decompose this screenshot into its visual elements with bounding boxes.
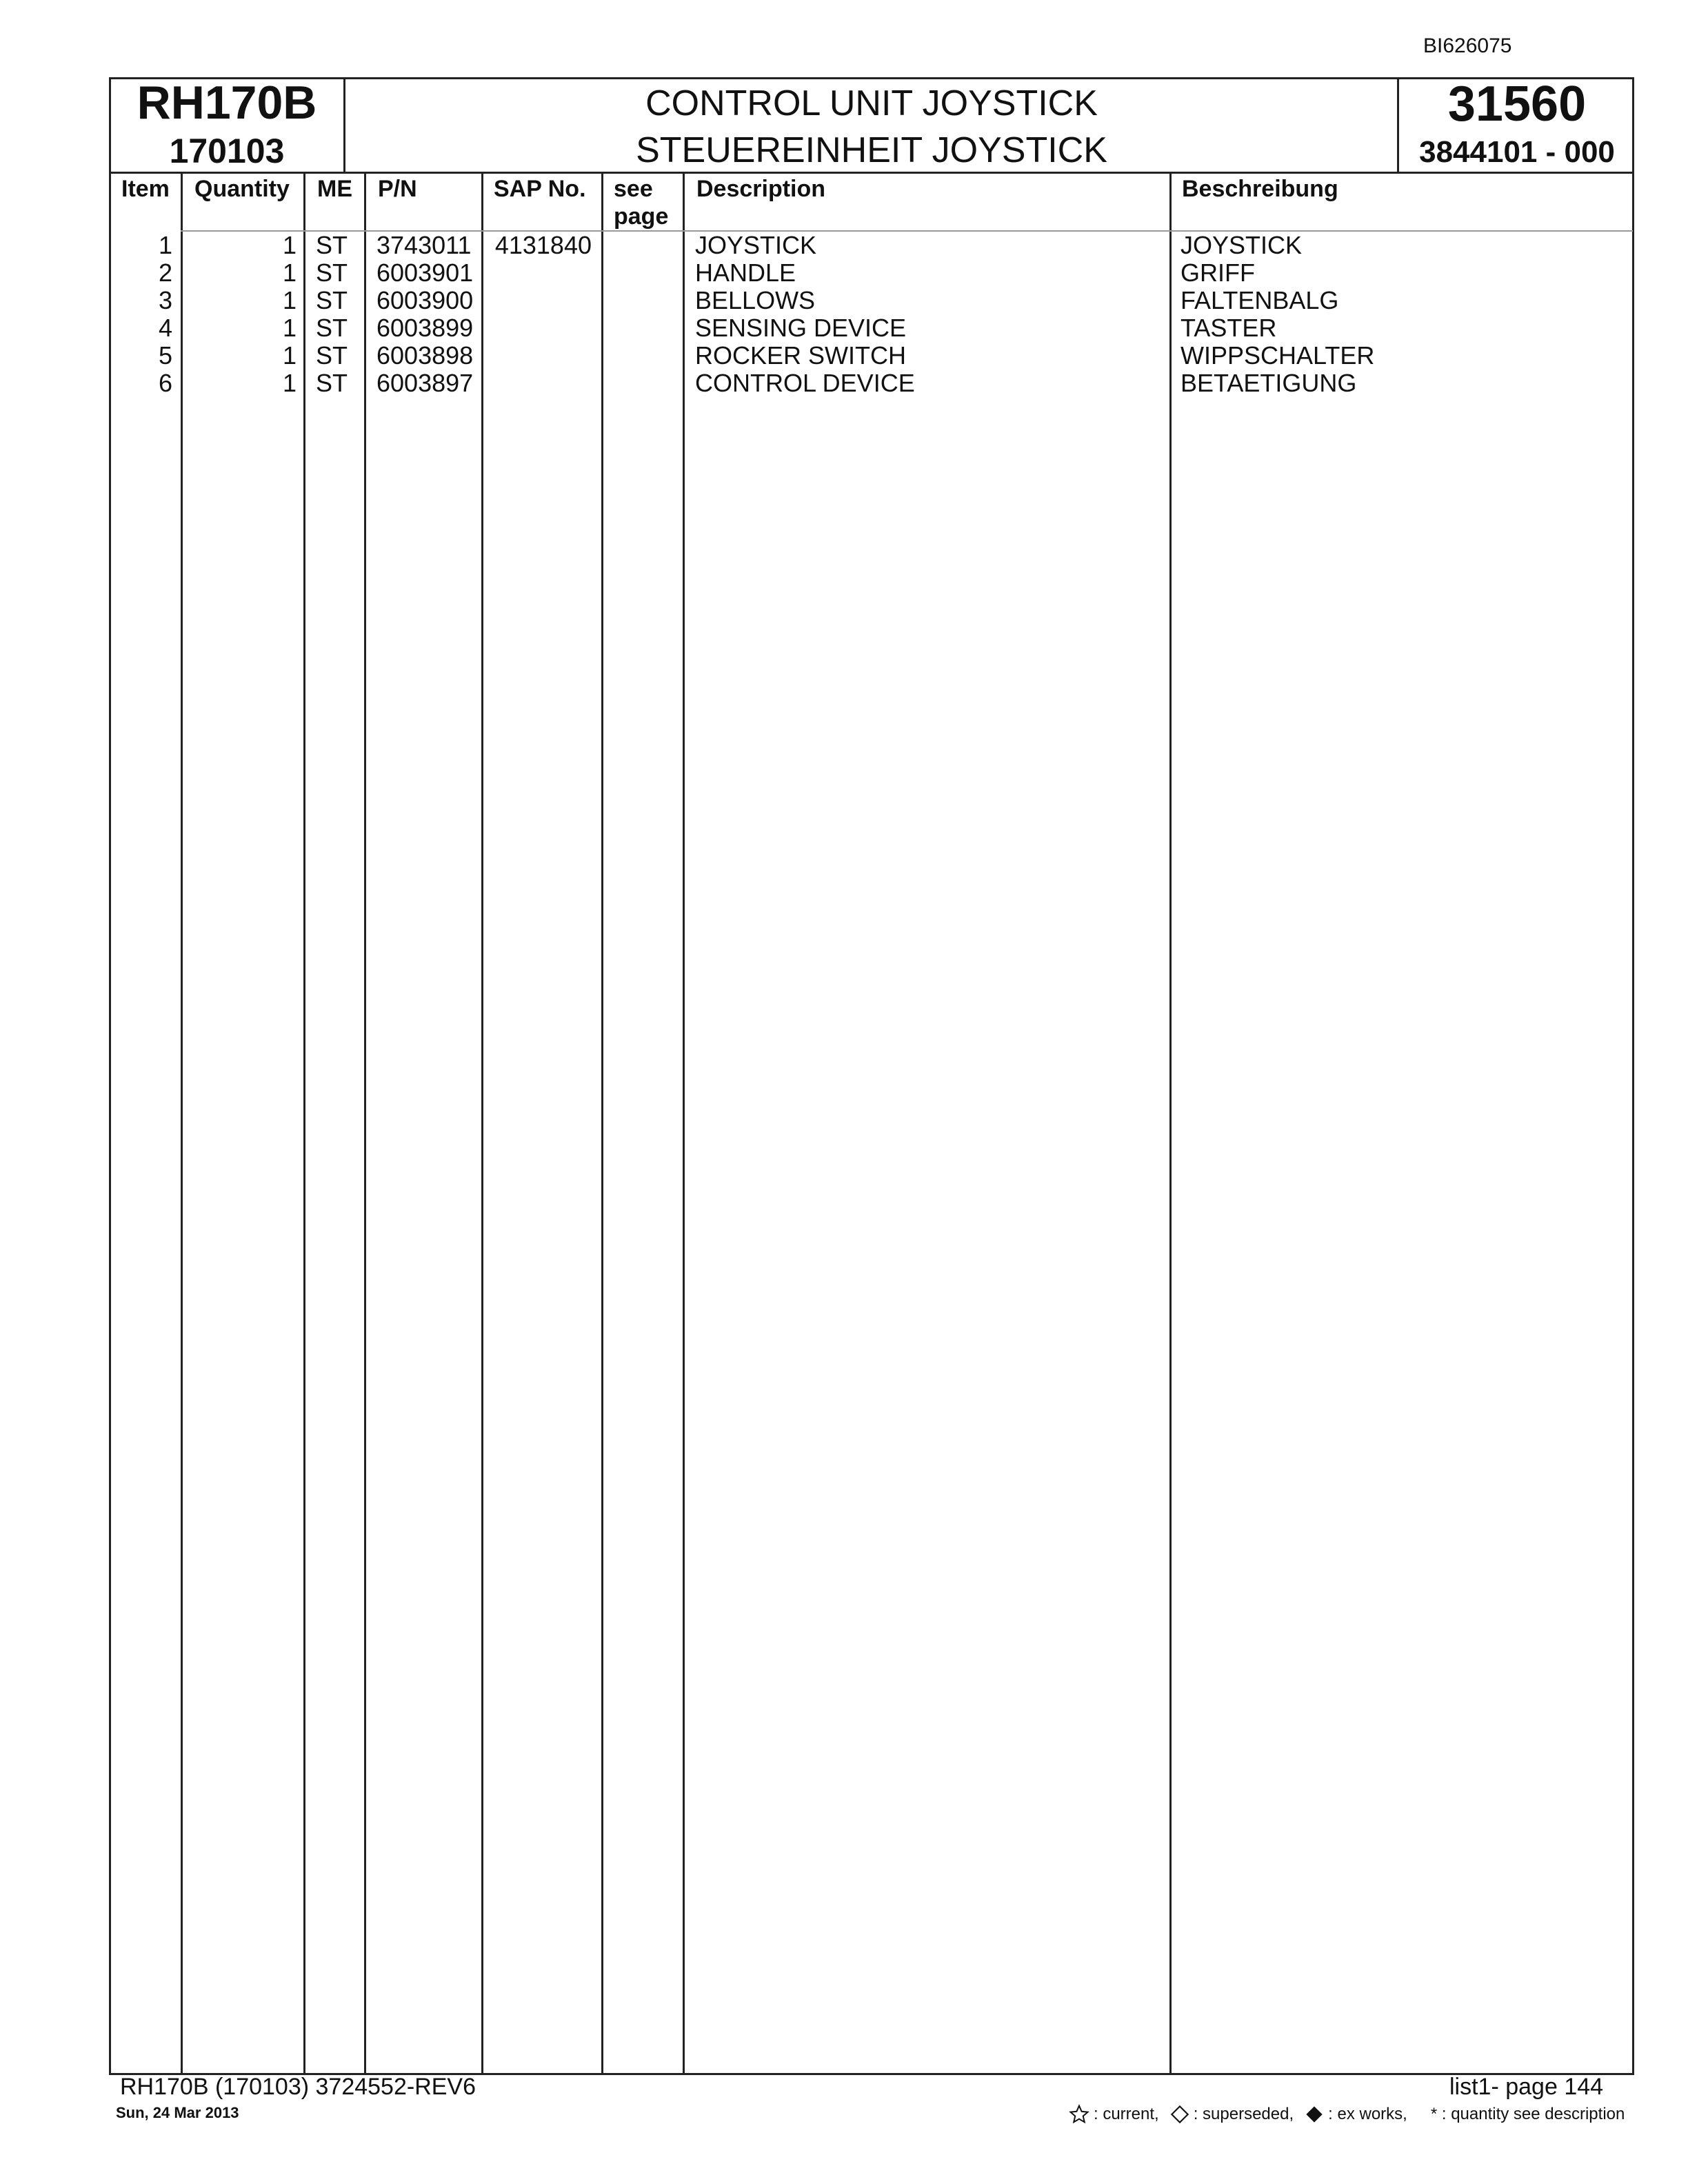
column-header-pn: P/N bbox=[378, 176, 417, 202]
item-cell: 6 bbox=[158, 369, 172, 397]
table-row bbox=[0, 370, 1688, 397]
serial-number: 170103 bbox=[169, 132, 285, 170]
legend bbox=[1069, 2104, 1625, 2125]
column-header-quantity: Quantity bbox=[194, 176, 290, 202]
legend-quantity-label: * : quantity see description bbox=[1430, 2105, 1625, 2123]
group-number: 31560 bbox=[1447, 77, 1587, 132]
title-german: STEUEREINHEIT JOYSTICK bbox=[636, 130, 1107, 170]
me-cell: ST bbox=[316, 314, 348, 342]
column-divider bbox=[683, 174, 685, 2075]
description-cell: ROCKER SWITCH bbox=[695, 341, 906, 370]
beschreibung-cell: FALTENBALG bbox=[1180, 286, 1339, 314]
table-row bbox=[0, 287, 1688, 314]
description-cell: CONTROL DEVICE bbox=[695, 369, 915, 397]
item-cell: 3 bbox=[158, 286, 172, 314]
legend-ex-works-label: : ex works, bbox=[1328, 2105, 1407, 2123]
item-cell: 2 bbox=[158, 259, 172, 287]
beschreibung-cell: GRIFF bbox=[1180, 259, 1255, 287]
footer-date: Sun, 24 Mar 2013 bbox=[116, 2104, 239, 2121]
column-divider bbox=[181, 174, 183, 2075]
me-cell: ST bbox=[316, 369, 348, 397]
diamond-filled-icon bbox=[1305, 2105, 1324, 2124]
star-outline-icon bbox=[1069, 2104, 1089, 2125]
beschreibung-cell: BETAETIGUNG bbox=[1180, 369, 1357, 397]
beschreibung-cell: TASTER bbox=[1180, 314, 1277, 342]
description-cell: JOYSTICK bbox=[695, 231, 817, 259]
quantity-cell: 1 bbox=[282, 286, 297, 314]
document-id: BI626075 bbox=[1423, 34, 1512, 57]
quantity-cell: 1 bbox=[282, 341, 297, 370]
column-header-beschreibung: Beschreibung bbox=[1182, 176, 1338, 202]
quantity-cell: 1 bbox=[282, 314, 297, 342]
header-divider bbox=[343, 77, 345, 174]
column-divider bbox=[303, 174, 305, 2075]
column-divider bbox=[601, 174, 603, 2075]
column-header-me: ME bbox=[317, 176, 352, 202]
diamond-outline-icon bbox=[1170, 2105, 1189, 2124]
pn-cell: 6003897 bbox=[376, 369, 474, 397]
parts-table-frame bbox=[109, 174, 1634, 2075]
quantity-cell: 1 bbox=[282, 259, 297, 287]
item-cell: 5 bbox=[158, 341, 172, 370]
footer-document-reference: RH170B (170103) 3724552-REV6 bbox=[120, 2074, 476, 2100]
item-cell: 4 bbox=[158, 314, 172, 342]
table-row bbox=[0, 342, 1688, 370]
me-cell: ST bbox=[316, 286, 348, 314]
pn-cell: 3743011 bbox=[376, 231, 472, 259]
table-row bbox=[0, 314, 1688, 342]
me-cell: ST bbox=[316, 341, 348, 370]
title-english: CONTROL UNIT JOYSTICK bbox=[645, 83, 1098, 123]
description-cell: SENSING DEVICE bbox=[695, 314, 907, 342]
me-cell: ST bbox=[316, 231, 348, 259]
model-name: RH170B bbox=[137, 77, 317, 129]
description-cell: HANDLE bbox=[695, 259, 796, 287]
pn-cell: 6003901 bbox=[376, 259, 474, 287]
header-divider bbox=[1397, 77, 1399, 174]
column-header-sap: SAP No. bbox=[494, 176, 586, 202]
pn-cell: 6003899 bbox=[376, 314, 474, 342]
column-divider bbox=[481, 174, 483, 2075]
column-divider bbox=[364, 174, 366, 2075]
pn-cell: 6003900 bbox=[376, 286, 474, 314]
legend-current-label: : current, bbox=[1094, 2105, 1159, 2123]
footer-page-number: list1- page 144 bbox=[1449, 2074, 1604, 2100]
column-header-page: page bbox=[614, 203, 669, 230]
quantity-cell: 1 bbox=[282, 231, 297, 259]
legend-superseded-label: : superseded, bbox=[1193, 2105, 1294, 2123]
beschreibung-cell: JOYSTICK bbox=[1180, 231, 1303, 259]
beschreibung-cell: WIPPSCHALTER bbox=[1180, 341, 1375, 370]
table-row bbox=[0, 232, 1688, 259]
column-header-item: Item bbox=[121, 176, 170, 202]
sap-cell: 4131840 bbox=[494, 231, 592, 259]
table-row bbox=[0, 259, 1688, 287]
pn-cell: 6003898 bbox=[376, 341, 474, 370]
column-divider bbox=[1169, 174, 1172, 2075]
assembly-part-number: 3844101 - 000 bbox=[1419, 135, 1615, 169]
item-cell: 1 bbox=[158, 231, 172, 259]
quantity-cell: 1 bbox=[282, 369, 297, 397]
me-cell: ST bbox=[316, 259, 348, 287]
column-header-see: see bbox=[614, 176, 653, 202]
column-header-description: Description bbox=[696, 176, 826, 202]
description-cell: BELLOWS bbox=[695, 286, 816, 314]
